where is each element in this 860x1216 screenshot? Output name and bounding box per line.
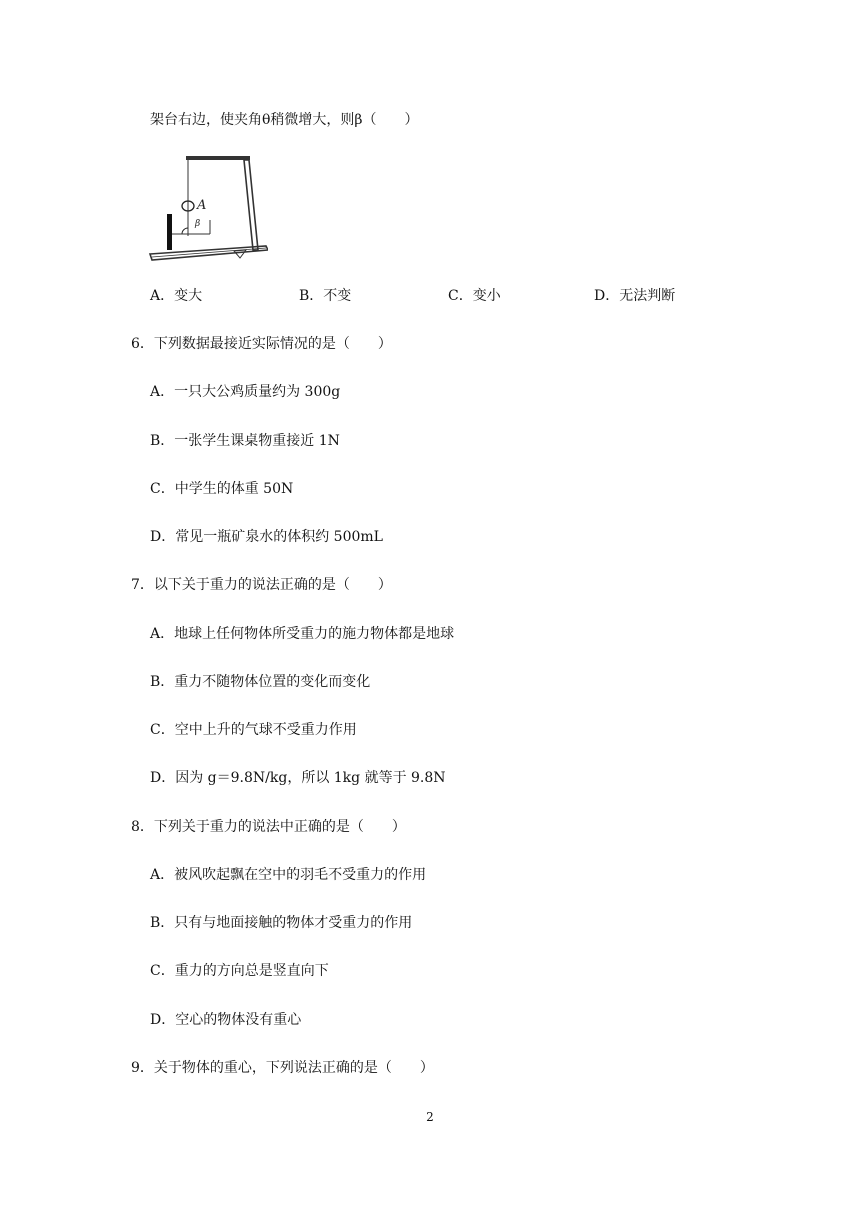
q5-figure bbox=[148, 154, 268, 266]
stand-left-post bbox=[167, 214, 172, 250]
q5-option-d: D．无法判断 bbox=[594, 288, 676, 304]
stand-top-bar bbox=[186, 156, 250, 160]
q7-option-b: B．重力不随物体位置的变化而变化 bbox=[150, 674, 371, 690]
q9-stem: 9．关于物体的重心，下列说法正确的是（ ） bbox=[131, 1060, 434, 1076]
q8-option-a: A．被风吹起飘在空中的羽毛不受重力的作用 bbox=[150, 867, 427, 883]
label-a: A bbox=[197, 198, 207, 213]
q6-option-b: B．一张学生课桌物重接近 1N bbox=[150, 433, 340, 449]
q8-option-c: C．重力的方向总是竖直向下 bbox=[150, 963, 329, 979]
q8-option-d: D．空心的物体没有重心 bbox=[150, 1012, 302, 1028]
q6-option-d: D．常见一瓶矿泉水的体积约 500mL bbox=[150, 529, 383, 545]
q7-option-c: C．空中上升的气球不受重力作用 bbox=[150, 722, 357, 738]
q6-option-a: A．一只大公鸡质量约为 300g bbox=[150, 384, 341, 400]
q7-stem: 7．以下关于重力的说法正确的是（ ） bbox=[131, 577, 392, 593]
wedge bbox=[234, 250, 246, 258]
q6-option-c: C．中学生的体重 50N bbox=[150, 481, 294, 497]
q5-option-c: C．变小 bbox=[448, 288, 501, 304]
q7-option-a: A．地球上任何物体所受重力的施力物体都是地球 bbox=[150, 626, 455, 642]
q8-stem: 8．下列关于重力的说法中正确的是（ ） bbox=[131, 819, 406, 835]
q5-option-a: A．变大 bbox=[150, 288, 203, 304]
label-beta: β bbox=[195, 219, 201, 229]
angle-arc bbox=[182, 228, 188, 234]
q6-stem: 6．下列数据最接近实际情况的是（ ） bbox=[131, 336, 392, 352]
page-number: 2 bbox=[426, 1110, 434, 1124]
q8-option-b: B．只有与地面接触的物体才受重力的作用 bbox=[150, 915, 413, 931]
stand-right-post bbox=[244, 160, 258, 250]
q5-stem: 架台右边，使夹角θ稍微增大，则β（ ） bbox=[150, 112, 419, 128]
q5-option-b: B．不变 bbox=[299, 288, 352, 304]
q7-option-d: D．因为 g＝9.8N/kg，所以 1kg 就等于 9.8N bbox=[150, 770, 446, 786]
